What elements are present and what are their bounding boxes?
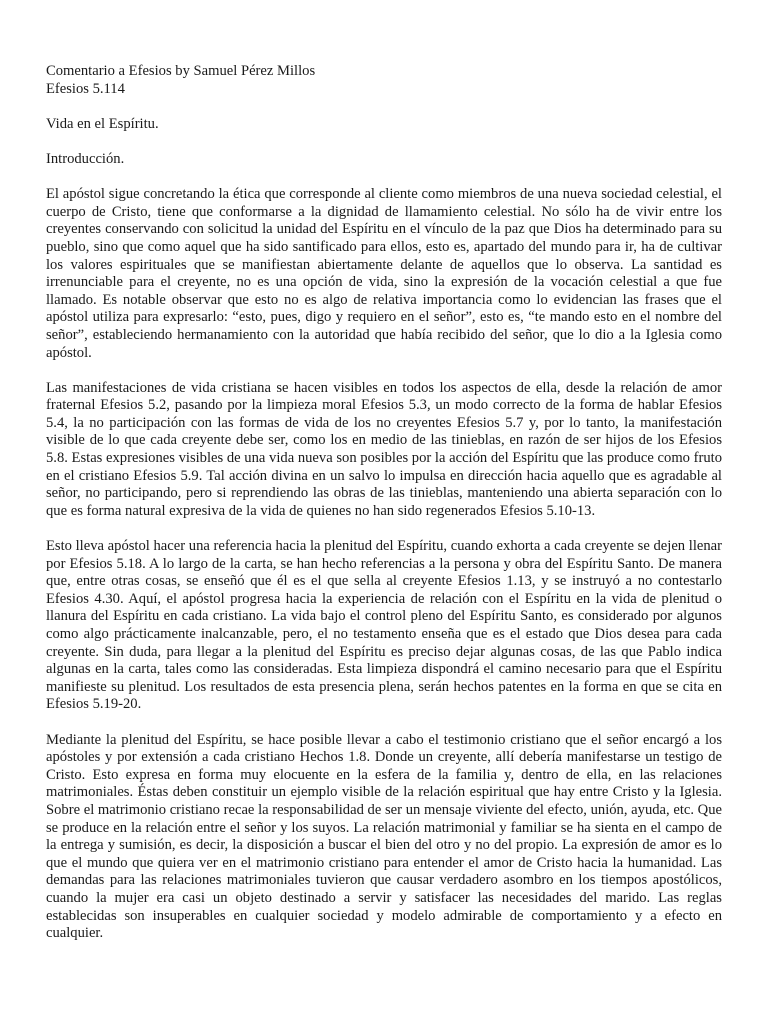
paragraph-3: Esto lleva apóstol hacer una referencia hacia la plenitud del Espíritu, cuando exhorta a cada creyente se dejen llenar por Efesios 5.18. A lo largo de la carta, se han hecho referencias a la persona y obra del Espíritu Santo. De manera que, entre otras cosas, se enseñó que él es el que sella al creyente Efesios 1.13, y se instruyó a no contestarlo Efesios 4.30. Aquí, el apóstol progresa hacia la experiencia de relación con el Espíritu en la vida de plenitud o llanura del Espíritu en cada cristiano. La vida bajo el control pleno del Espíritu Santo, es considerado por algunos como algo prácticamente inalcanzable, pero, el no testamento enseña que es el estado que Dios desea para cada creyente. Sin duda, para llegar a la plenitud del Espíritu es preciso dejar algunas cosas, de las que Pablo indica algunas en la carta, tales como las consideradas. Esta limpieza dispondrá el camino necesario para que el Espíritu manifieste su plenitud. Los resultados de esta presencia plena, serán hechos patentes en la forma en que se cita en Efesios 5.19-20. [46, 538, 722, 713]
paragraph-1: El apóstol sigue concretando la ética que corresponde al cliente como miembros de una nueva sociedad celestial, el cuerpo de Cristo, tiene que conformarse a la dignidad de llamamiento celestial. No sólo ha de vivir entre los creyentes conservando con solicitud la unidad del Espíritu en el vínculo de la paz que Dios ha determinado para su pueblo, sino que como aquel que ha sido santificado para ellos, esto es, apartado del mundo para ir, ha de cultivar los valores espirituales que se manifiestan abiertamente delante de aquellos que lo observa. La santidad es irrenunciable para el creyente, no es una opción de vida, sino la expresión de la vocación celestial a que fue llamado. Es notable observar que esto no es algo de relativa importancia como lo evidencian las frases que el apóstol utiliza para expresarlo: “esto, pues, digo y requiero en el señor”, esto es, “te mando esto en el nombre del señor”, estableciendo hermanamiento con la autoridad que había recibido del señor, que lo dio a la Iglesia como apóstol. [46, 186, 722, 361]
paragraph-4: Mediante la plenitud del Espíritu, se hace posible llevar a cabo el testimonio cristiano que el señor encargó a los apóstoles y por extensión a cada cristiano Hechos 1.8. Donde un creyente, allí debería manifestarse un testigo de Cristo. Esto expresa en forma muy elocuente en la esfera de la familia y, dentro de ella, en las relaciones matrimoniales. Éstas deben constituir un ejemplo visible de la relación espiritual que hay entre Cristo y la Iglesia. Sobre el matrimonio cristiano recae la responsabilidad de ser un mensaje viviente del efecto, unión, ayuda, etc. Que se produce en la relación entre el señor y los suyos. La relación matrimonial y familiar se ha sienta en el campo de la entrega y sumisión, es decir, la disposición a buscar el bien del otro y no del propio. La expresión de amor es lo que el mundo que quiera ver en el matrimonio cristiano para entender el amor de Cristo hacia la humanidad. Las demandas para las relaciones matrimoniales tuvieron que causar verdadero asombro en los tiempos apostólicos, cuando la mujer era casi un objeto destinado a servir y satisfacer las necesidades del marido. Las reglas establecidas son insuperables en cualquier sociedad y modelo admirable de comportamiento y a efecto en cualquier. [46, 731, 722, 942]
document-page [46, 63, 722, 960]
document-reference: Efesios 5.114 [46, 80, 125, 97]
subsection-title: Introducción. [46, 150, 125, 167]
document-title: Comentario a Efesios by Samuel Pérez Millos [46, 63, 316, 79]
document-header [46, 63, 722, 98]
paragraph-2: Las manifestaciones de vida cristiana se hacen visibles en todos los aspectos de ella, desde la relación de amor fraternal Efesios 5.2, pasando por la limpieza moral Efesios 5.3, un modo correcto de la forma de hablar Efesios 5.4, la no participación con las formas de vida de los no creyentes Efesios 5.7 y, por lo tanto, la manifestación visible de lo que cada creyente debe ser, como los en medio de las tinieblas, en razón de ser hijos de los Efesios 5.8. Estas expresiones visibles de una vida nueva son posibles por la acción del Espíritu que las produce como fruto en el cristiano Efesios 5.9. Tal acción divina en un salvo lo impulsa en dirección hacia aquello que es agradable al señor, no participando, pero si reprendiendo las obras de las tinieblas, manteniendo una abierta separación con lo que es forma natural expresiva de la vida de quienes no han sido regenerados Efesios 5.10-13. [46, 379, 722, 519]
section-title: Vida en el Espíritu. [46, 115, 159, 132]
